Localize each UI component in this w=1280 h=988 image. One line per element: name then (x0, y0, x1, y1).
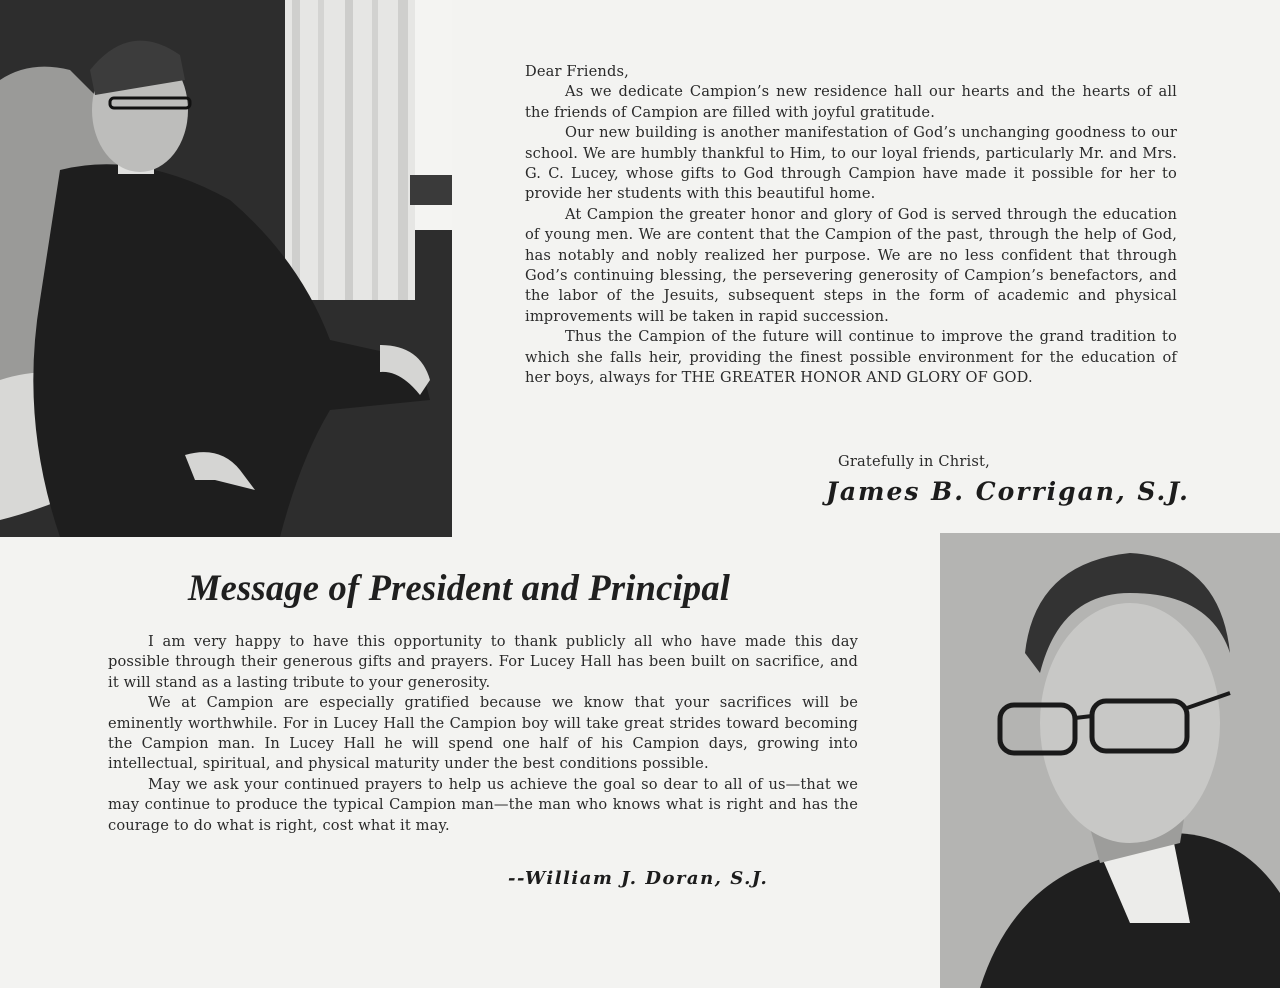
letter-body (525, 62, 1177, 389)
letter-paragraph: As we dedicate Campion’s new residence hall our hearts and the hearts of all the friends of Campion are filled with joyful gratitude. (525, 83, 1177, 121)
message-signature: --William J. Doran, S.J. (508, 868, 769, 889)
letter-paragraph: Our new building is another manifestation of God’s unchanging goodness to our school. We are humbly thankful to Him, to our loyal friends, particularly Mr. and Mrs. G. C. Lucey, whose gifts to God through Campion have made it possible for her to provide her students with this beautiful home. (525, 124, 1177, 203)
letter-paragraph: Thus the Campion of the future will continue to improve the grand tradition to which she falls heir, providing the finest possible environment for the education of her boys, always for THE GREATER HONOR AND GLORY OF GOD. (525, 328, 1177, 387)
letter-signature: James B. Corrigan, S.J. (826, 477, 1190, 506)
message-paragraph: I am very happy to have this opportunity to thank publicly all who have made this day possible through their generous gifts and prayers. For Lucey Hall has been built on sacrifice, and it will stand as a lasting tribute to your generosity. (108, 633, 858, 691)
photo-seated-priest (0, 0, 452, 537)
message-heading: Message of President and Principal (188, 567, 731, 608)
photo-portrait-priest (940, 533, 1280, 988)
message-paragraph: May we ask your continued prayers to help us achieve the goal so dear to all of us—that we may continue to produce the typical Campion man—the man who knows what is right and has the courage to do what is right, cost what it may. (108, 775, 858, 834)
portrait-priest-illustration (940, 533, 1280, 988)
letter-salutation: Dear Friends, (525, 63, 629, 80)
message-paragraph: We at Campion are especially gratified because we know that your sacrifices will be eminently worthwhile. For in Lucey Hall the Campion boy will take great strides toward becoming the Campion man. In Lucey Hall he will spend one half of his Campion days, growing into intellectual, spiritual, and physical maturity under the best conditions possible. (108, 694, 858, 773)
seated-priest-illustration (0, 0, 452, 537)
letter-closing: Gratefully in Christ, (838, 453, 990, 470)
message-body (108, 632, 858, 836)
letter-paragraph: At Campion the greater honor and glory of God is served through the education of young men. We are content that the Campion of the past, through the help of God, has notably and nobly realized her purpose. We are no less confident that through God’s continuing blessing, the persevering generosity of Campion’s benefactors, and the labor of the Jesuits, subsequent steps in the form of academic and physical improvements will be taken in rapid succession. (525, 205, 1177, 325)
